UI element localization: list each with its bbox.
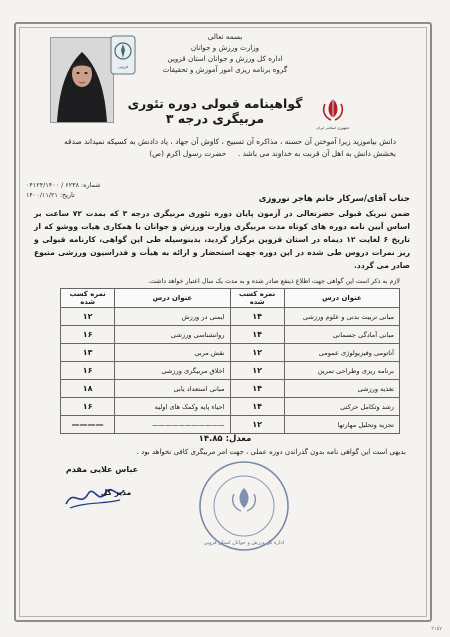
header-course-2: عنوان درس <box>115 289 230 308</box>
score-cell: ۱۸ <box>61 380 115 398</box>
table-row <box>61 398 400 416</box>
hadith-source: حضرت رسول اکرم (ص) <box>149 149 227 158</box>
registration-number-label: شماره: <box>81 181 101 189</box>
table-row <box>61 344 400 362</box>
registration-date-value: ۱۴۰۰/۱۱/۲۱ <box>26 191 58 199</box>
score-cell: ۱۴ <box>230 380 284 398</box>
score-cell: ۱۲ <box>230 344 284 362</box>
header-score-2: نمره کسب شده <box>61 289 115 308</box>
table-row <box>61 380 400 398</box>
hadith-line-2-text: بخشش دانش به اهل آن قربت به خداوند می باشد . <box>237 149 396 158</box>
page-number: ۲۱۵۷ <box>431 626 442 632</box>
hadith-quote <box>24 136 396 160</box>
stamp-label: اداره کل ورزش و جوانان استان قزوین <box>203 540 285 546</box>
score-cell: ۱۲ <box>230 416 284 434</box>
emblem-label: جمهوری اسلامی ایران <box>316 126 350 130</box>
certificate-body: ضمن تبریک قبولی حضرتعالی در آزمون پایان دوره تئوری مربیگری درجه ۳ که بمدت ۷۲ ساعت بر اساس آیین نامه دوره های کوتاه مدت مربیگری وزارت ورزش و جوانان با همکاری هیات ووشو که از تاریخ ۶ لغایت ۱۲ دیماه در استان قزوین برگزار گردید، بدینوسیله طی این گواهی، کارنامه قبولی و ریز نمرات دروس طی شده در این دوره جهت استحضار و ارائه به هیأت و فدراسیون ورزشی متبوع صادر می گردد. <box>34 209 410 270</box>
grades-table <box>60 288 400 434</box>
registration-info <box>26 180 146 200</box>
course-cell: اخلاق مربیگری ورزشی <box>115 362 230 380</box>
course-cell: نقش مربی <box>115 344 230 362</box>
score-cell: ۱۳ <box>61 344 115 362</box>
course-cell: ایمنی در ورزش <box>115 308 230 326</box>
registration-number-value: ۶۲۳۸ / ۰۴۱۲۴/۱۴۰۰ <box>26 181 79 189</box>
validity-note: لازم به ذکر است این گواهی جهت اطلاع ذینفع صادر شده و به مدت یک سال اعتبار خواهد داشت. <box>147 278 400 285</box>
iran-emblem-icon <box>318 96 348 132</box>
course-cell: تجزیه وتحلیل مهارتها <box>284 416 399 434</box>
recipient-name: جناب آقای/سرکار خانم هاجر نوروزی <box>258 193 410 203</box>
header-score-1: نمره کسب شده <box>230 289 284 308</box>
header <box>117 31 330 75</box>
score-cell: ۱۶ <box>61 326 115 344</box>
ministry-name: وزارت ورزش و جوانان <box>190 43 260 52</box>
score-cell: ———— <box>61 416 115 434</box>
signatory-name: عباس علایی مقدم <box>65 465 139 474</box>
score-cell: ۱۲ <box>230 362 284 380</box>
score-cell: ۱۶ <box>61 398 115 416</box>
hadith-line-2 <box>24 148 396 160</box>
score-cell: ۱۴ <box>230 308 284 326</box>
registration-date <box>26 190 146 200</box>
course-cell: روانشناسی ورزشی <box>115 326 230 344</box>
department-name: گروه برنامه ریزی امور آموزش و تحقیقات <box>162 65 288 74</box>
registration-number <box>26 180 146 190</box>
course-cell: آناتومی وفیزیولوژی عمومی <box>284 344 399 362</box>
course-cell: مبانی آمادگی جسمانی <box>284 326 399 344</box>
table-row <box>61 326 400 344</box>
official-stamp-icon <box>196 458 292 554</box>
hadith-line-1: دانش بیاموزید زیرا آموختن آن حسنه ، مذاکره آن تسبیح ، کاوش آن جهاد ، یاد دادنش به کسیکه نمیداند صدقه <box>64 137 396 146</box>
office-name: اداره کل ورزش و جوانان استان قزوین <box>167 54 283 63</box>
seal-label: قزوین <box>117 64 129 69</box>
average-score <box>160 434 290 444</box>
course-cell: مبانی استعداد یابی <box>115 380 230 398</box>
recipient-photo <box>50 37 114 123</box>
course-cell: رشد وتکامل حرکتی <box>284 398 399 416</box>
registration-date-label: تاریخ: <box>59 191 75 199</box>
basmala: بسمه تعالی <box>207 32 243 41</box>
course-cell: احیاء پایه وکمک های اولیه <box>115 398 230 416</box>
average-label: معدل: <box>225 434 252 444</box>
score-cell: ۱۲ <box>61 308 115 326</box>
average-value: ۱۴.۸۵ <box>198 434 223 444</box>
course-cell: تغذیه ورزشی <box>284 380 399 398</box>
grades-header-row <box>61 289 400 308</box>
header-course-1: عنوان درس <box>284 289 399 308</box>
closing-note: بدیهی است این گواهی نامه بدون گذراندن دوره عملی ، جهت امر مربیگری کافی نخواهد بود . <box>136 448 406 456</box>
table-row <box>61 308 400 326</box>
course-cell: برنامه ریزی وطراحی تمرین <box>284 362 399 380</box>
signatory-role: مدیر کل <box>100 488 132 497</box>
score-cell: ۱۴ <box>230 326 284 344</box>
course-cell: ——————————— <box>115 416 230 434</box>
score-cell: ۱۶ <box>61 362 115 380</box>
score-cell: ۱۴ <box>230 398 284 416</box>
certificate-title: گواهینامه قبولی دوره تئوری مربیگری درجه ۳ <box>127 96 303 126</box>
course-cell: مبانی تربیت بدنی و علوم ورزشی <box>284 308 399 326</box>
table-row <box>61 362 400 380</box>
table-row <box>61 416 400 434</box>
